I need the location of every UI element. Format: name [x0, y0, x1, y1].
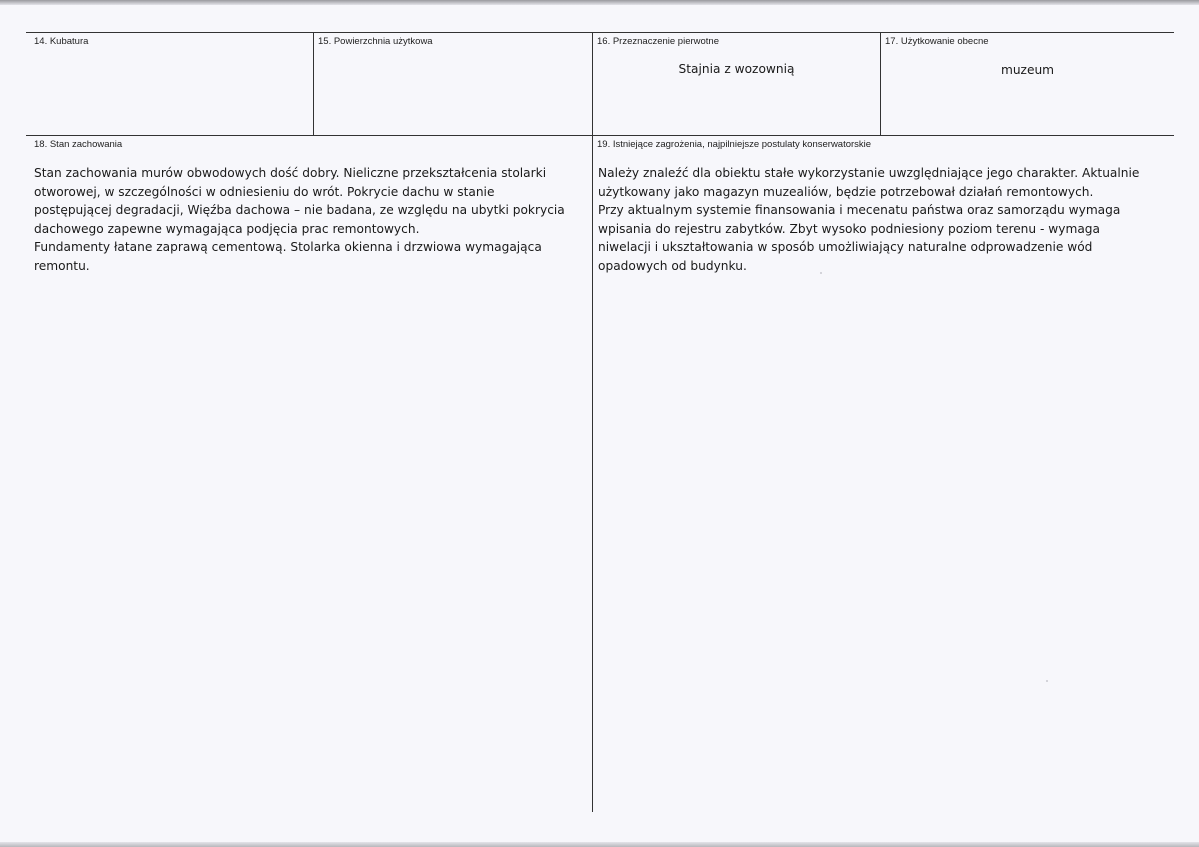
text-line: niwelacji i ukształtowania w sposób umożliwiający naturalne odprowadzenie wód [598, 240, 1093, 254]
field-label-zagrozenia: 19. Istniejące zagrożenia, najpilniejsze postulaty konserwatorskie [597, 139, 872, 150]
text-line: postępującej degradacji, Więźba dachowa – nie badana, ze względu na ubytki pokrycia [34, 203, 565, 217]
text-line: remontu. [34, 258, 90, 273]
field-label-przeznaczenie: 16. Przeznaczenie pierwotne [597, 36, 719, 47]
field-label-powierzchnia: 15. Powierzchnia użytkowa [318, 36, 433, 47]
text-line: użytkowany jako magazyn muzealiów, będzie potrzebował działań remontowych. [598, 184, 1094, 199]
stan-zachowania-text [34, 164, 586, 275]
cell-divider-14-15 [313, 32, 314, 135]
text-line: dachowego zapewne wymagająca podjęcia prac remontowych. [34, 221, 420, 236]
cell-divider-15-16 [592, 32, 593, 812]
field-value-przeznaczenie: Stajnia z wozownią [678, 62, 795, 76]
text-line: Należy znaleźć dla obiektu stałe wykorzystanie uwzględniające jego charakter. Aktualnie [598, 166, 1140, 180]
text-line: opadowych od budynku. [598, 258, 747, 273]
field-label-stan: 18. Stan zachowania [34, 139, 123, 150]
text-line: Fundamenty łatane zaprawą cementową. Stolarka okienna i drzwiowa wymagająca [34, 240, 542, 254]
scan-speck [820, 272, 822, 274]
text-line: Przy aktualnym systemie finansowania i mecenatu państwa oraz samorządu wymaga [598, 203, 1121, 217]
text-line: otworowej, w szczególności w odniesieniu do wrót. Pokrycie dachu w stanie [34, 184, 495, 199]
field-label-uzytkowanie: 17. Użytkowanie obecne [885, 36, 989, 47]
table-top-border [26, 32, 1174, 33]
scan-bottom-edge [0, 842, 1199, 847]
zagrozenia-text [598, 164, 1168, 275]
field-value-uzytkowanie: muzeum [1000, 63, 1055, 77]
scan-top-edge [0, 0, 1199, 5]
table-row-divider [26, 135, 1174, 136]
field-label-kubatura: 14. Kubatura [34, 36, 89, 47]
cell-divider-16-17 [880, 32, 881, 135]
scan-speck [1046, 680, 1048, 682]
text-line: wpisania do rejestru zabytków. Zbyt wysoko podniesiony poziom terenu - wymaga [598, 221, 1101, 236]
text-line: Stan zachowania murów obwodowych dość dobry. Nieliczne przekształcenia stolarki [34, 166, 547, 180]
